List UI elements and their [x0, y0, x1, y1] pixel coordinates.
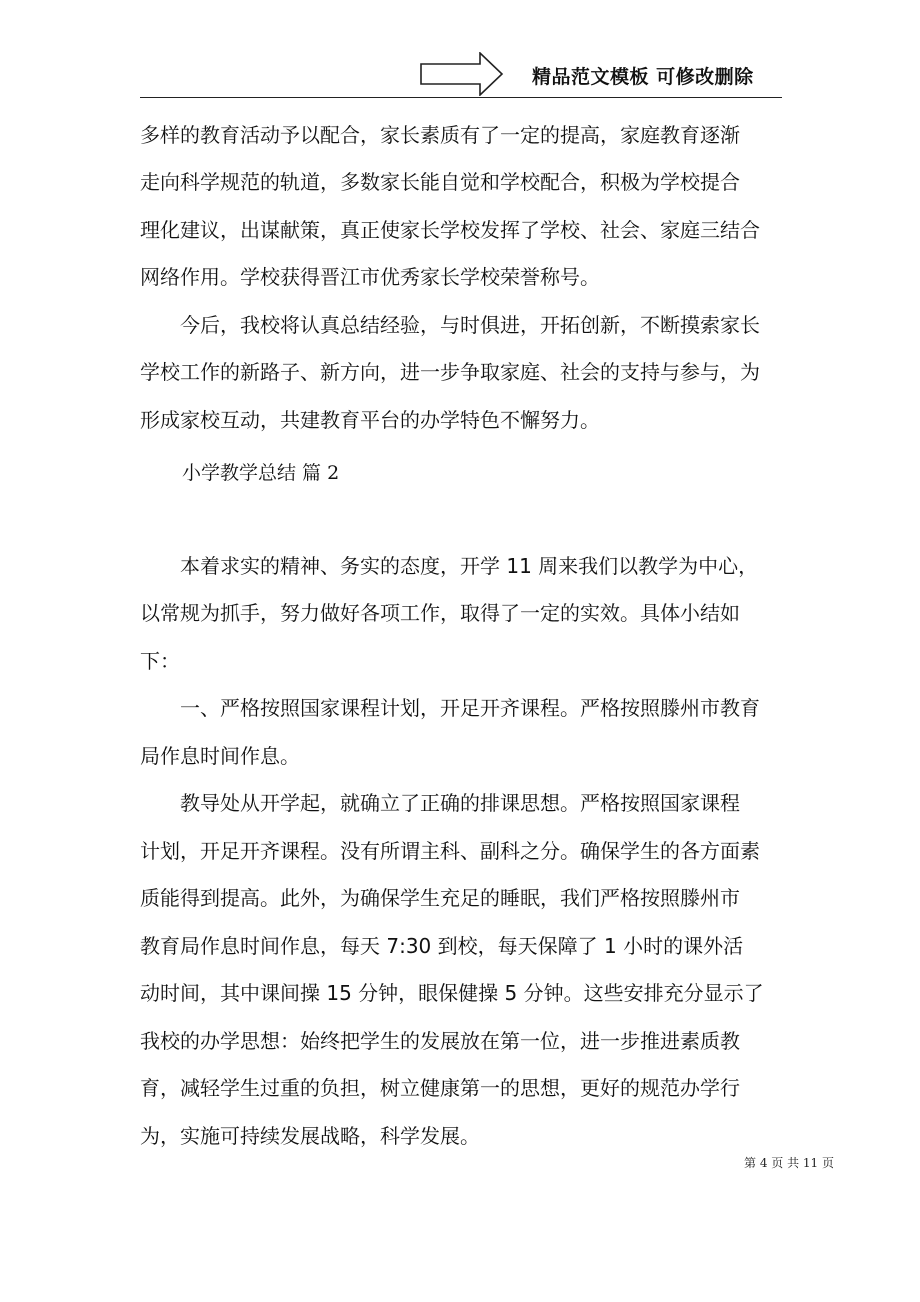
- paragraph-line: 下：: [140, 649, 180, 673]
- paragraph-line: 走向科学规范的轨道，多数家长能自觉和学校配合，积极为学校提合: [140, 170, 740, 194]
- paragraph-line: 育，减轻学生过重的负担，树立健康第一的思想，更好的规范办学行: [140, 1076, 740, 1100]
- paragraph-line: 理化建议，出谋献策，真正使家长学校发挥了学校、社会、家庭三结合: [140, 218, 760, 242]
- paragraph-line: 动时间，其中课间操 15 分钟，眼保健操 5 分钟。这些安排充分显示了: [140, 981, 764, 1005]
- paragraph-line: 多样的教育活动予以配合，家长素质有了一定的提高，家庭教育逐渐: [140, 123, 740, 147]
- header-title: 精品范文模板 可修改删除: [532, 66, 754, 88]
- paragraph-line: 教育局作息时间作息，每天 7:30 到校，每天保障了 1 小时的课外活: [140, 934, 744, 958]
- page-number: 第 4 页 共 11 页: [744, 1156, 834, 1170]
- paragraph-line: 我校的办学思想：始终把学生的发展放在第一位，进一步推进素质教: [140, 1029, 740, 1053]
- header-divider: [140, 97, 782, 98]
- paragraph-line: 以常规为抓手，努力做好各项工作，取得了一定的实效。具体小结如: [140, 601, 740, 625]
- page-header: [0, 0, 920, 100]
- section-heading: 小学教学总结 篇 2: [182, 462, 340, 484]
- right-arrow-icon: [420, 52, 504, 96]
- paragraph-line: 局作息时间作息。: [140, 744, 300, 768]
- paragraph-line: 一、严格按照国家课程计划，开足开齐课程。严格按照滕州市教育: [140, 696, 760, 720]
- paragraph-line: 今后，我校将认真总结经验，与时俱进，开拓创新，不断摸索家长: [140, 313, 760, 337]
- paragraph-line: 为，实施可持续发展战略，科学发展。: [140, 1124, 480, 1148]
- paragraph-line: 网络作用。学校获得晋江市优秀家长学校荣誉称号。: [140, 265, 600, 289]
- paragraph-line: 计划，开足开齐课程。没有所谓主科、副科之分。确保学生的各方面素: [140, 839, 760, 863]
- paragraph-line: 质能得到提高。此外，为确保学生充足的睡眠，我们严格按照滕州市: [140, 886, 740, 910]
- paragraph-line: 学校工作的新路子、新方向，进一步争取家庭、社会的支持与参与，为: [140, 360, 760, 384]
- paragraph-line: 教导处从开学起，就确立了正确的排课思想。严格按照国家课程: [140, 791, 740, 815]
- paragraph-line: 形成家校互动，共建教育平台的办学特色不懈努力。: [140, 408, 600, 432]
- paragraph-line: 本着求实的精神、务实的态度，开学 11 周来我们以教学为中心，: [140, 554, 759, 578]
